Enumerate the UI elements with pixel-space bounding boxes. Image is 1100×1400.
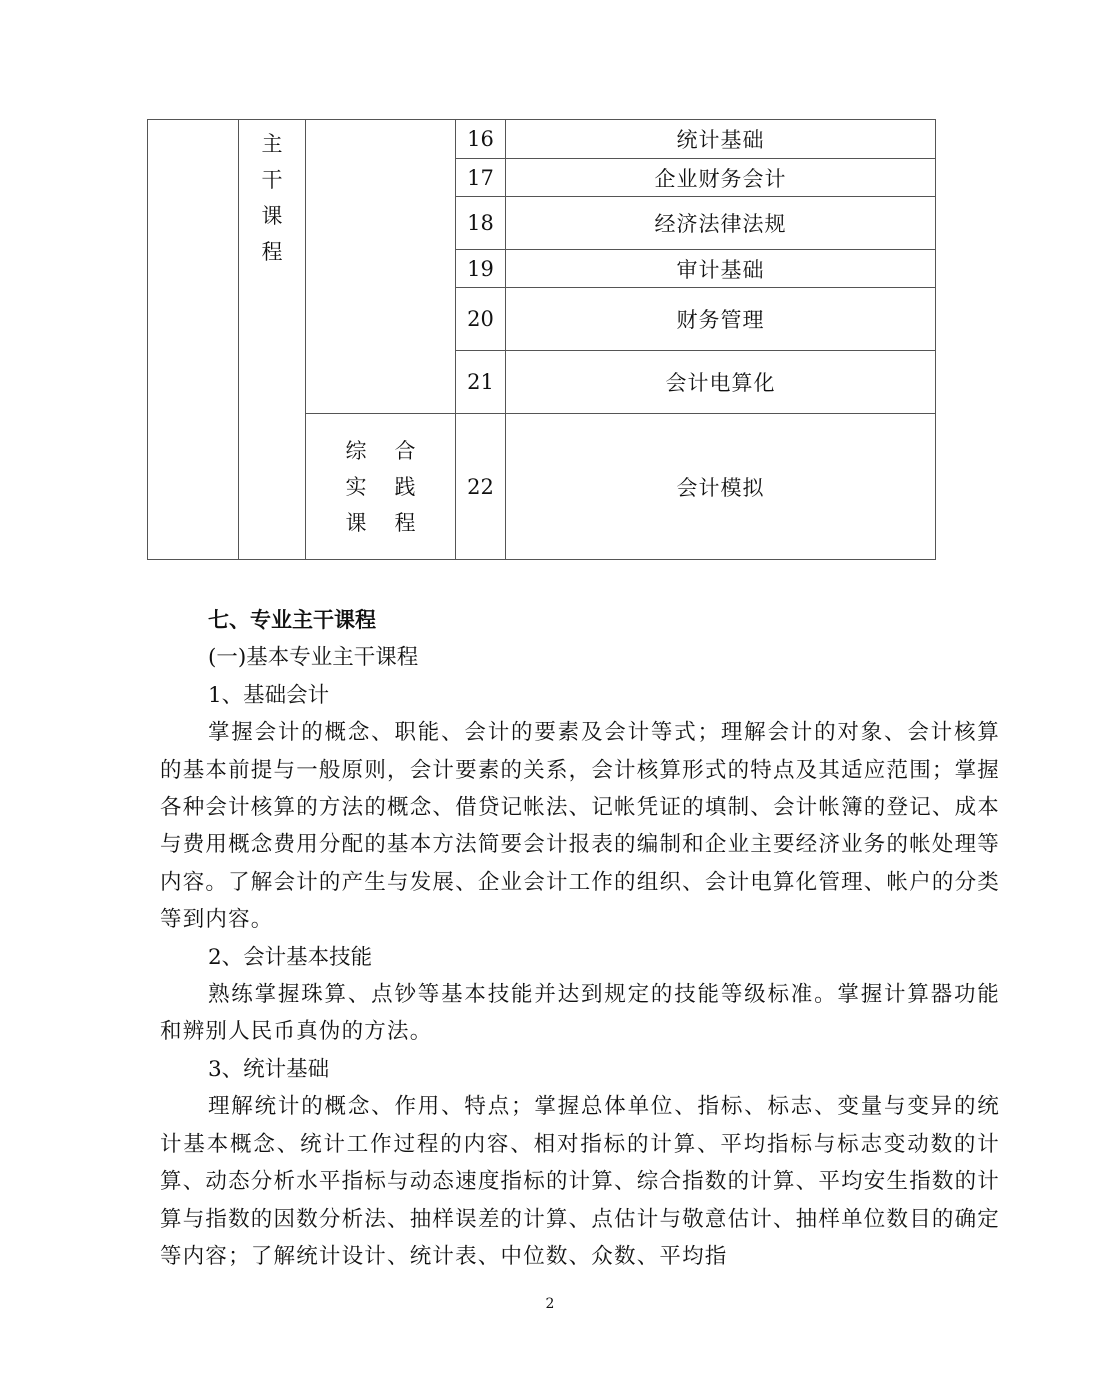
page-number: 2	[545, 1296, 555, 1312]
group-label-char: 主	[261, 132, 283, 156]
section-heading: 七、专业主干课程	[208, 608, 376, 632]
course-number: 17	[456, 159, 506, 197]
practice-category-cell	[306, 414, 456, 560]
item-paragraph: 掌握会计的概念、职能、会计的要素及会计等式；理解会计的对象、会计核算的基本前提与一般原则，会计要素的关系，会计核算形式的特点及其适应范围；掌握各种会计核算的方法的概念、借贷记帐法、记帐凭证的填制、会计帐簿的登记、成本与费用概念费用分配的基本方法简要会计报表的编制和企业主要经济业务的帐处理等内容。了解会计的产生与发展、企业会计工作的组织、会计电算化管理、帐户的分类等到内容。	[160, 720, 1000, 933]
table-row	[148, 120, 936, 159]
course-number: 21	[456, 351, 506, 414]
course-number: 22	[456, 414, 506, 560]
item-title: 2、会计基本技能	[208, 944, 373, 970]
item-paragraph: 熟练掌握珠算、点钞等基本技能并达到规定的技能等级标准。掌握计算器功能和辨别人民币真伪的方法。	[160, 982, 1000, 1045]
course-name: 财务管理	[506, 288, 936, 351]
course-name: 会计电算化	[506, 351, 936, 414]
document-body	[160, 602, 1000, 1275]
practice-category-line: 综合	[345, 438, 444, 463]
course-number: 16	[456, 120, 506, 159]
group-label-char: 课	[261, 204, 283, 228]
course-number: 20	[456, 288, 506, 351]
item-title: 1、基础会计	[208, 682, 330, 708]
group-label-char: 程	[261, 240, 283, 264]
course-name: 统计基础	[506, 120, 936, 159]
course-table	[147, 119, 936, 560]
section-subheading: (一)基本专业主干课程	[208, 645, 419, 671]
group-label-cell	[239, 120, 306, 560]
course-number: 18	[456, 197, 506, 250]
item-paragraph: 理解统计的概念、作用、特点；掌握总体单位、指标、标志、变量与变异的统计基本概念、统计工作过程的内容、相对指标的计算、平均指标与标志变动数的计算、动态分析水平指标与动态速度指标的计算、综合指数的计算、平均安生指数的计算与指数的因数分析法、抽样误差的计算、点估计与敬意估计、抽样单位数目的确定等内容；了解统计设计、统计表、中位数、众数、平均指	[160, 1094, 1000, 1269]
category-cell-empty	[306, 120, 456, 414]
table-cell-empty	[148, 120, 239, 560]
course-name: 企业财务会计	[506, 159, 936, 197]
item-title: 3、统计基础	[208, 1056, 330, 1082]
course-name: 经济法律法规	[506, 197, 936, 250]
course-name: 审计基础	[506, 250, 936, 288]
course-name: 会计模拟	[506, 414, 936, 560]
practice-category-line: 实践	[345, 474, 444, 499]
practice-category-line: 课程	[345, 510, 444, 535]
course-number: 19	[456, 250, 506, 288]
group-label-char: 干	[261, 168, 283, 192]
